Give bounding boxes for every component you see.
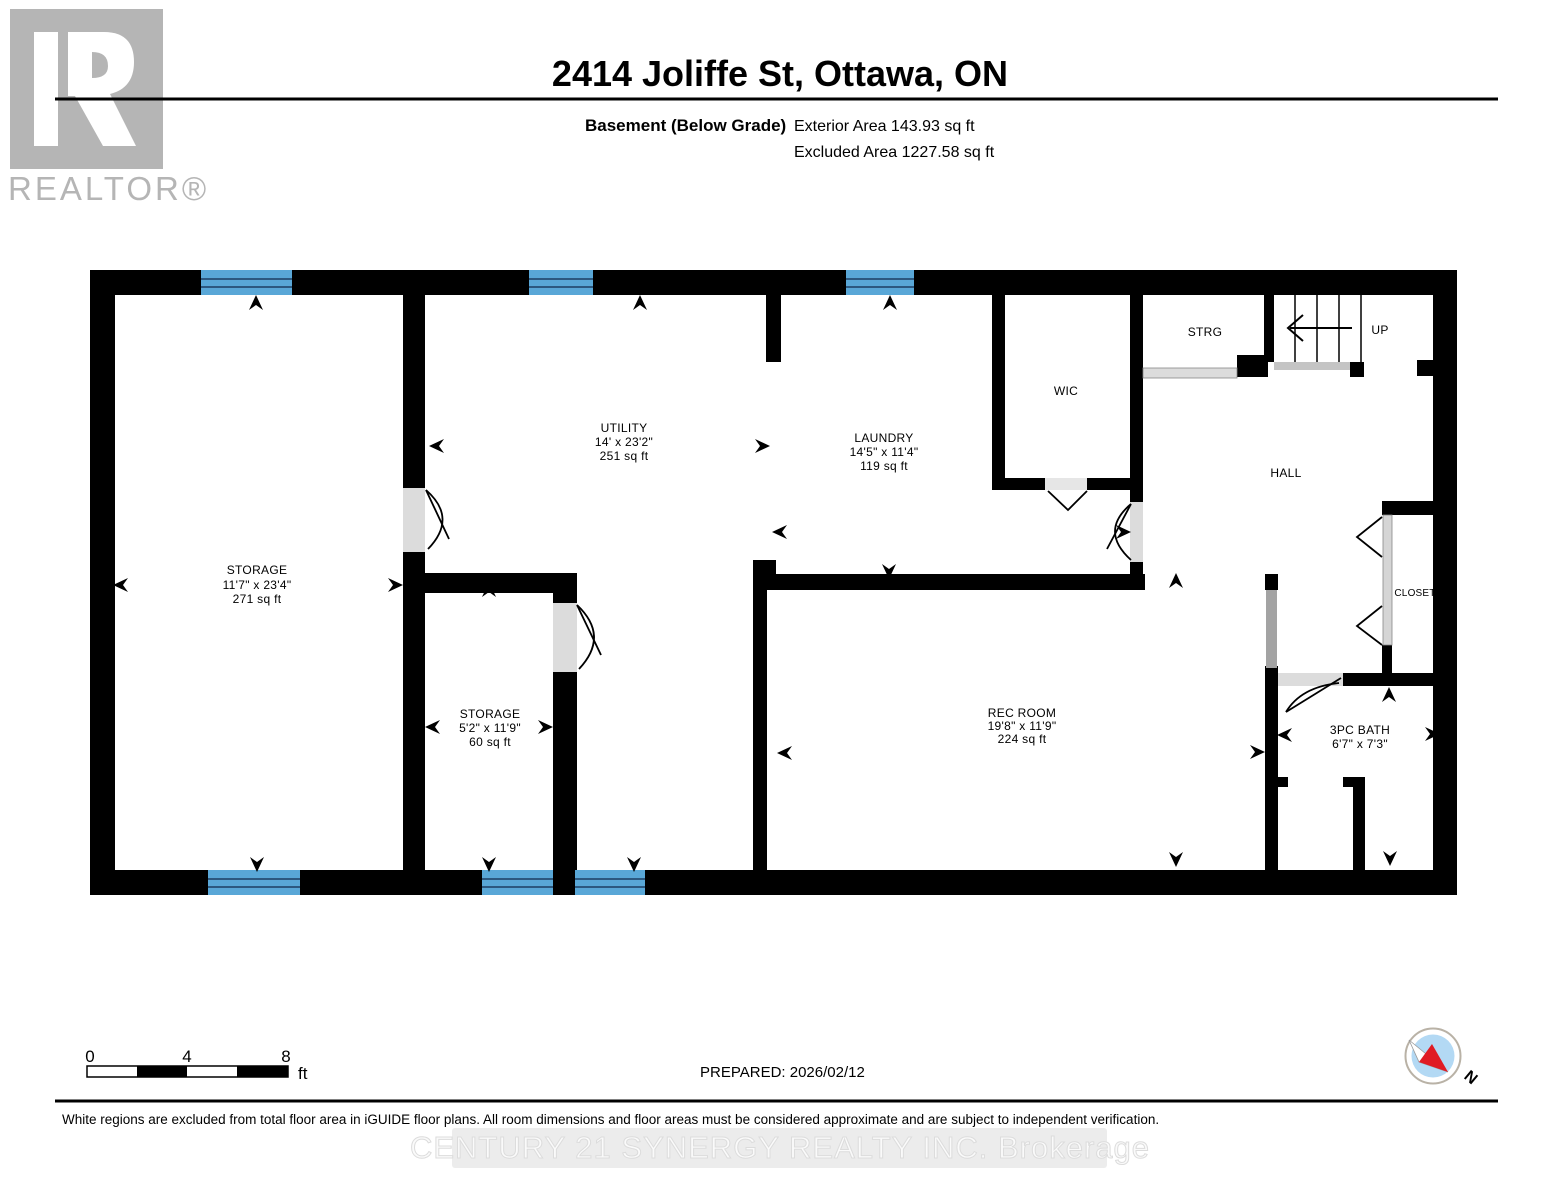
room-label-rec-room	[988, 706, 1057, 746]
window	[482, 870, 553, 895]
scale-unit: ft	[298, 1064, 308, 1083]
compass-north-label: N	[1460, 1067, 1481, 1089]
room-label-bath	[1330, 723, 1390, 751]
room-label-storage-small	[459, 707, 521, 749]
realtor-logo	[8, 9, 209, 207]
window	[201, 270, 292, 295]
window	[208, 870, 300, 895]
svg-text:60 sq ft: 60 sq ft	[469, 735, 511, 749]
door-wic	[1045, 478, 1087, 510]
svg-text:19'8" x 11'9": 19'8" x 11'9"	[987, 719, 1057, 733]
room-label-laundry	[850, 431, 919, 473]
room-label-hall: HALL	[1270, 466, 1302, 480]
door-storage-main	[403, 488, 449, 552]
svg-text:REC ROOM: REC ROOM	[987, 706, 1057, 720]
partial-walls	[1143, 362, 1392, 668]
scale-tick-8: 8	[281, 1047, 291, 1066]
svg-text:11'7" x 23'4": 11'7" x 23'4"	[222, 578, 292, 592]
svg-text:251 sq ft: 251 sq ft	[599, 449, 649, 463]
window	[575, 870, 645, 895]
svg-text:119 sq ft: 119 sq ft	[860, 459, 908, 473]
svg-text:224 sq ft: 224 sq ft	[997, 732, 1047, 746]
room-label-utility	[595, 421, 653, 463]
brokerage-watermark	[410, 1128, 1150, 1168]
room-label-closet: CLOSET	[1394, 588, 1436, 599]
stairs	[1288, 295, 1389, 362]
page-title: 2414 Joliffe St, Ottawa, ON	[551, 53, 1009, 94]
exterior-area-label: Exterior Area 143.93 sq ft	[794, 118, 975, 135]
svg-text:UTILITY: UTILITY	[600, 421, 648, 435]
prepared-date: PREPARED: 2026/02/12	[700, 1064, 865, 1081]
svg-text:CENTURY 21 SYNERGY REALTY INC.: CENTURY 21 SYNERGY REALTY INC. Brokerage	[409, 1130, 1151, 1165]
scale-tick-4: 4	[182, 1047, 192, 1066]
room-label-wic: WIC	[1053, 384, 1079, 398]
partial-wall-hall-rec	[1266, 590, 1277, 668]
doors	[403, 478, 1382, 712]
svg-text:3PC BATH: 3PC BATH	[1329, 723, 1391, 737]
svg-text:271 sq ft: 271 sq ft	[232, 592, 282, 606]
floorplan-walls	[90, 270, 1457, 895]
svg-text:STORAGE: STORAGE	[459, 707, 521, 721]
window	[846, 270, 914, 295]
strg-shelf	[1143, 368, 1237, 378]
svg-text:LAUNDRY: LAUNDRY	[854, 431, 914, 445]
compass-icon	[1406, 1029, 1481, 1089]
svg-text:5'2" x 11'9": 5'2" x 11'9"	[459, 721, 521, 735]
closet-bifold-doors	[1357, 517, 1382, 645]
realtor-brand-text: REALTOR®	[8, 170, 210, 207]
room-label-strg: STRG	[1187, 325, 1223, 339]
scale-bar	[85, 1047, 307, 1083]
floor-label: Basement (Below Grade)	[585, 116, 787, 135]
room-label-storage-main	[223, 563, 292, 606]
svg-text:STORAGE: STORAGE	[226, 563, 288, 577]
excluded-area-label: Excluded Area 1227.58 sq ft	[794, 144, 995, 161]
stairs-up-label: UP	[1371, 323, 1389, 337]
door-storage-small	[553, 603, 601, 672]
door-bath	[1278, 673, 1343, 712]
svg-text:14' x 23'2": 14' x 23'2"	[594, 435, 654, 449]
stair-edge-strip	[1274, 362, 1350, 370]
closet-bifold-track	[1383, 515, 1392, 645]
footer-disclaimer: White regions are excluded from total floor area in iGUIDE floor plans. All room dimensions and floor areas must be considered approximate and are subject to independent verification.	[62, 1112, 1160, 1127]
window	[529, 270, 593, 295]
svg-text:14'5" x 11'4": 14'5" x 11'4"	[849, 445, 919, 459]
svg-text:6'7" x 7'3": 6'7" x 7'3"	[1332, 737, 1388, 751]
scale-tick-0: 0	[85, 1047, 95, 1066]
